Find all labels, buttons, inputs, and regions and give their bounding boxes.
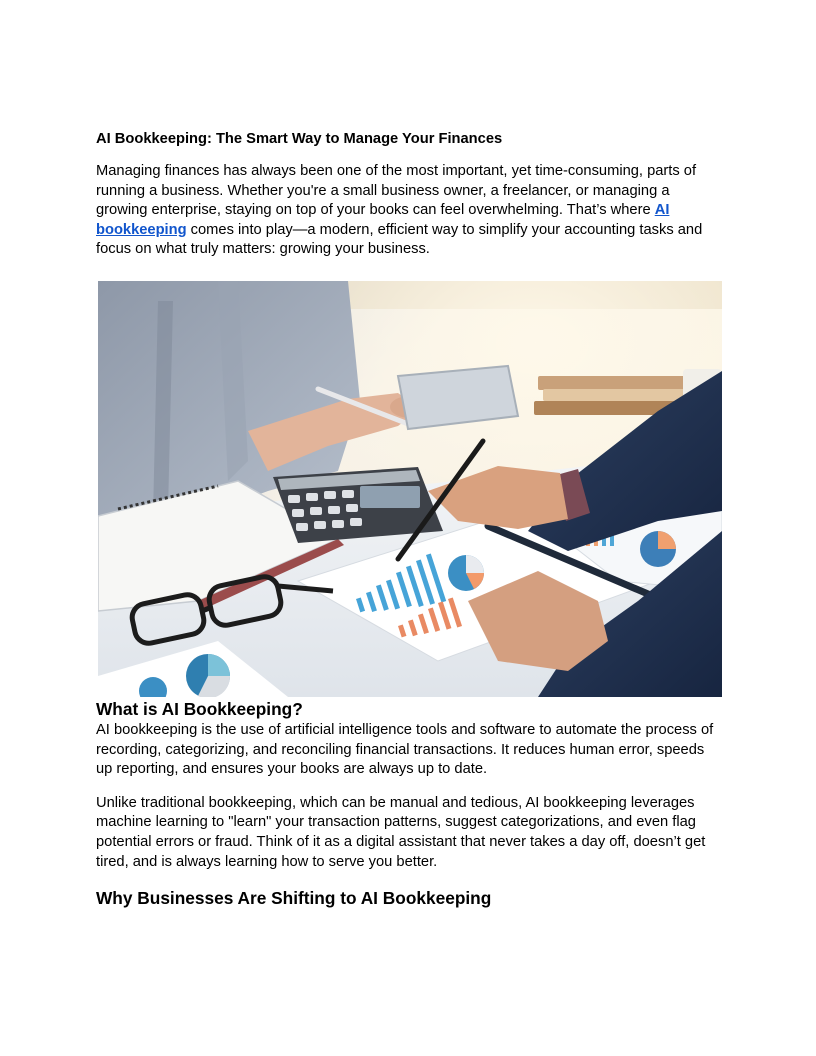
ai-bookkeeping-link[interactable]: AI bookkeeping [96,202,670,238]
intro-paragraph [96,162,720,260]
photo-icon [98,281,722,697]
section-heading-why-businesses-shifting: Why Businesses Are Shifting to AI Bookkeeping [96,888,492,909]
what-is-paragraph-1: AI bookkeeping is the use of artificial intelligence tools and software to automate the process of recording, categorizing, and reconciling financial transactions. It reduces human error, speeds up reporting, and ensures your books are always up to date. [96,721,714,778]
document-title: AI Bookkeeping: The Smart Way to Manage Your Finances [96,131,503,147]
business-desk-photo [98,281,722,697]
intro-text-before-link: Managing finances has always been one of the most important, yet time-consuming, parts of running a business. Whether you're a small business owner, a freelancer, or managing a growing enterprise, staying on top of your books can feel overwhelming. That’s where [96,163,697,219]
document-content [96,128,720,910]
what-is-paragraph-2: Unlike traditional bookkeeping, which can be manual and tedious, AI bookkeeping leverages machine learning to "learn" your transaction patterns, suggest categorizations, and even flag potential errors or fraud. Think of it as a digital assistant that never takes a day off, doesn’t get tired, and is always learning how to serve you better. [96,794,706,870]
section-heading-what-is-ai-bookkeeping: What is AI Bookkeeping? [96,698,303,719]
intro-text-after-link: comes into play—a modern, efficient way to simplify your accounting tasks and focus on what truly matters: growing your business. [96,221,703,258]
